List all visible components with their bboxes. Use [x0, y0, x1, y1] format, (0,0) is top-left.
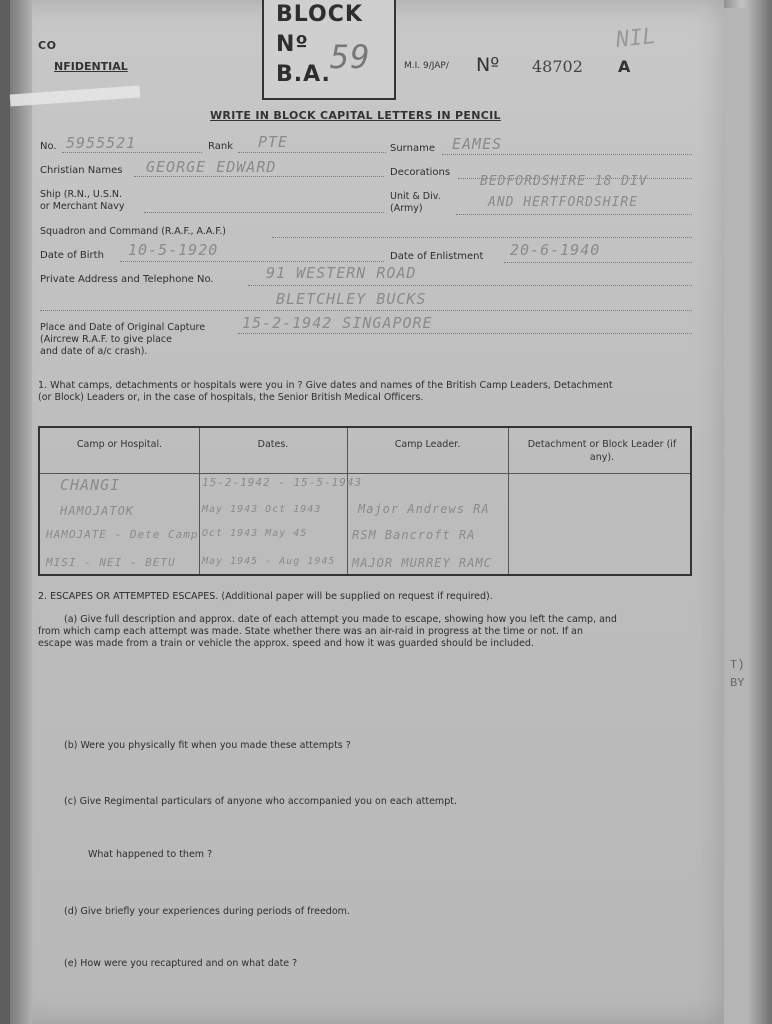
address-label: Private Address and Telephone No. [40, 274, 214, 285]
classification-label: NFIDENTIAL [54, 60, 128, 73]
question-2e: (e) How were you recaptured and on what date ? [64, 958, 298, 969]
camps-table [38, 426, 692, 576]
stamp-no: Nº [276, 32, 309, 57]
stamp-number: 59 [330, 38, 371, 76]
christian-names-label: Christian Names [40, 165, 123, 176]
table-row-4-dates: May 1945 - Aug 1945 [202, 556, 336, 567]
enlistment-line [504, 262, 692, 263]
form-sheet [10, 0, 724, 1024]
rank-line [238, 152, 386, 153]
no-line [62, 152, 202, 153]
unit-label-1: Unit & Div. [390, 191, 441, 202]
unit-value-1: BEDFORDSHIRE 18 DIV [480, 174, 648, 189]
enlistment-value: 20-6-1940 [510, 241, 601, 259]
address-line-1 [248, 285, 692, 286]
capture-label-2: (Aircrew R.A.F. to give place [40, 334, 172, 345]
surname-line [442, 154, 692, 155]
form-reference: M.I. 9/JAP/ [404, 61, 449, 71]
stamp-ba: B.A. [276, 62, 331, 87]
squadron-label: Squadron and Command (R.A.F., A.A.F.) [40, 226, 226, 237]
capture-label-1: Place and Date of Original Capture [40, 322, 206, 333]
question-1-line-1: 1. What camps, detachments or hospitals were you in ? Give dates and names of the British Camp Leaders, Detachment [38, 380, 613, 391]
question-2c-followup: What happened to them ? [88, 849, 213, 860]
capture-label-3: and date of a/c crash). [40, 346, 148, 357]
question-2d: (d) Give briefly your experiences during periods of freedom. [64, 906, 350, 917]
question-2a-line-1: (a) Give full description and approx. date of each attempt you made to escape, showing how you left the camp, and [64, 614, 617, 625]
table-row-4-camp: MISI - NEI - BETU [46, 556, 176, 569]
address-value-1: 91 WESTERN ROAD [266, 264, 417, 282]
squadron-line [272, 237, 692, 238]
table-row-3-leader: RSM Bancroft RA [352, 528, 476, 542]
nil-annotation: NIL [614, 23, 657, 54]
address-value-2: BLETCHLEY BUCKS [276, 290, 427, 308]
no-value: 5955521 [66, 134, 137, 152]
underlying-text-1: T) [730, 658, 745, 672]
block-stamp [262, 0, 396, 100]
surname-value: EAMES [452, 135, 503, 153]
decorations-label: Decorations [390, 167, 451, 178]
serial-suffix: A [618, 57, 631, 76]
underlying-text-2: BY [730, 676, 745, 690]
table-col-divider [508, 428, 509, 574]
table-row-1-camp: CHANGI [60, 476, 121, 494]
serial-number: 48702 [532, 57, 583, 76]
unit-label-2: (Army) [390, 203, 423, 214]
no-label: No. [40, 141, 57, 152]
surname-label: Surname [390, 143, 435, 154]
form-instruction-title: WRITE IN BLOCK CAPITAL LETTERS IN PENCIL [210, 109, 501, 122]
date-of-birth-label: Date of Birth [40, 250, 104, 261]
question-2c: (c) Give Regimental particulars of anyone who accompanied you on each attempt. [64, 796, 457, 807]
christian-names-value: GEORGE EDWARD [146, 158, 277, 176]
enlistment-label: Date of Enlistment [390, 251, 484, 262]
stamp-block: BLOCK [276, 2, 363, 27]
question-2-heading: 2. ESCAPES OR ATTEMPTED ESCAPES. (Additional paper will be supplied on request if required). [38, 591, 493, 602]
address-line-2 [40, 310, 692, 311]
table-header-detachment: Detachment or Block Leader (if any). [527, 439, 677, 463]
rank-value: PTE [258, 133, 289, 151]
classification-partial: CO [38, 39, 57, 52]
ship-label-2: or Merchant Navy [40, 201, 125, 212]
question-2b: (b) Were you physically fit when you made these attempts ? [64, 740, 351, 751]
binding-edge [10, 0, 32, 1024]
table-row-2-camp: HAMOJATOK [60, 504, 135, 518]
underlying-sheet-text [730, 656, 744, 692]
table-header-dates: Dates. [257, 439, 289, 450]
table-header-camp: Camp or Hospital. [76, 439, 163, 450]
table-row-4-leader: MAJOR MURREY RAMC [352, 556, 492, 570]
date-of-birth-line [120, 261, 384, 262]
table-row-3-camp: HAMOJATE - Dete Camp [46, 528, 199, 541]
question-2a-line-3: escape was made from a train or vehicle the approx. speed and how it was guarded should be included. [38, 638, 534, 649]
ship-line [144, 212, 384, 213]
date-of-birth-value: 10-5-1920 [128, 241, 219, 259]
question-2a-line-2: from which camp each attempt was made. State whether there was an air-raid in progress at the time or not. If an [38, 626, 584, 637]
unit-value-2: AND HERTFORDSHIRE [488, 195, 639, 210]
table-row-2-leader: Major Andrews RA [358, 502, 490, 516]
ship-label-1: Ship (R.N., U.S.N. [40, 189, 123, 200]
unit-line [456, 214, 692, 215]
christian-names-line [134, 176, 384, 177]
table-row-3-dates: Oct 1943 May 45 [202, 528, 308, 539]
serial-no-label: Nº [476, 54, 500, 76]
rank-label: Rank [208, 141, 233, 152]
table-row-1-dates: 15-2-1942 - 15-5-1943 [202, 476, 363, 489]
capture-line [238, 333, 692, 334]
capture-value: 15-2-1942 SINGAPORE [242, 314, 433, 332]
table-header-leader: Camp Leader. [394, 439, 461, 450]
question-1-line-2: (or Block) Leaders or, in the case of hospitals, the Senior British Medical Officers. [38, 392, 424, 403]
table-row-2-dates: May 1943 Oct 1943 [202, 504, 322, 515]
